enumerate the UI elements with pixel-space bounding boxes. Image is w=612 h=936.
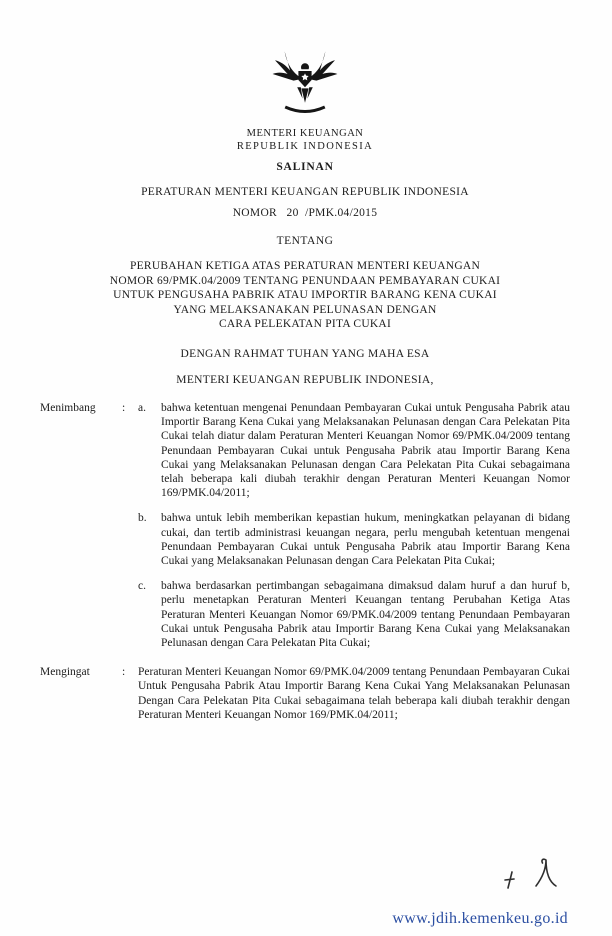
subject-line: CARA PELEKATAN PITA CUKAI: [218, 318, 392, 331]
menimbang-section: [40, 401, 570, 650]
menimbang-item-b: [138, 511, 570, 568]
garuda-pancasila-emblem: [269, 38, 341, 122]
item-letter: c.: [138, 580, 146, 593]
mengingat-section: [40, 665, 570, 722]
mengingat-label: Mengingat: [40, 666, 90, 679]
item-text: bahwa berdasarkan pertimbangan sebagaimana dimaksud dalam huruf a dan huruf b, perlu menetapkan Peraturan Menteri Keuangan tentang Perubahan Ketiga Atas Peraturan Menteri Keuangan Nomor 69/PMK.04/2009 tentang Penundaan Pembayaran Cukai untuk Pengusaha Pabrik atau Importir Barang Kena Cukai yang Melaksanakan Pelunasan dengan Cara Pelekatan Pita Cukai;: [161, 580, 570, 650]
item-text: bahwa ketentuan mengenai Penundaan Pembayaran Cukai untuk Pengusaha Pabrik atau Importir Barang Kena Cukai yang Melaksanakan Pelunasan dengan Cara Pelekatan Pita Cukai telah diatur dalam Peraturan Menteri Keuangan Nomor 69/PMK.04/2009 tentang Penundaan Pembayaran Cukai untuk Pengusaha Pabrik atau Importir Barang Kena Cukai yang Melaksanakan Pelunasan dengan Cara Pelekatan Pita Cukai sebagaimana telah beberapa kali diubah terakhir dengan Peraturan Menteri Keuangan Nomor 169/PMK.04/2011;: [161, 401, 570, 500]
tentang-label: TENTANG: [276, 235, 334, 247]
invocation-line: DENGAN RAHMAT TUHAN YANG MAHA ESA: [180, 347, 430, 360]
regulation-number: NOMOR 20 /PMK.04/2015: [232, 207, 378, 219]
item-letter: b.: [138, 512, 147, 525]
mengingat-text: Peraturan Menteri Keuangan Nomor 69/PMK.04/2009 tentang Penundaan Pembayaran Cukai Untuk Pengusaha Pabrik Atau Importir Barang Kena Cukai Yang Melaksanakan Pelunasan Dengan Cara Pelekatan Pita Cukai sebagaimana telah beberapa kali diubah terakhir dengan Peraturan Menteri Keuangan Nomor 169/PMK.04/2011;: [138, 666, 570, 721]
ministry-name: MENTERI KEUANGAN: [246, 128, 364, 139]
menimbang-item-c: [138, 579, 570, 650]
item-text: bahwa untuk lebih memberikan kepastian hukum, meningkatkan pelayanan di bidang cukai, dan tertib administrasi keuangan negara, perlu mengubah ketentuan mengenai Penundaan Pembayaran Cukai untuk Pengusaha Pabrik atau Importir Barang Kena Cukai yang Melaksanakan Pelunasan dengan Cara Pelekatan Pita Cukai;: [161, 512, 570, 567]
mengingat-colon: :: [122, 666, 126, 679]
regulation-title: PERATURAN MENTERI KEUANGAN REPUBLIK INDONESIA: [141, 186, 469, 198]
republic-name: REPUBLIK INDONESIA: [236, 141, 374, 152]
paraf-mark: [498, 856, 562, 898]
subject-line: YANG MELAKSANAKAN PELUNASAN DENGAN: [173, 303, 437, 316]
jdih-link[interactable]: www.jdih.kemenkeu.go.id: [392, 910, 568, 927]
menimbang-label: Menimbang: [40, 401, 96, 414]
salinan-label: SALINAN: [276, 161, 334, 173]
title-block: [40, 186, 570, 386]
subject-line: PERUBAHAN KETIGA ATAS PERATURAN MENTERI KEUANGAN: [129, 260, 480, 272]
menimbang-colon: :: [122, 401, 126, 414]
letterhead: [40, 38, 570, 173]
subject-line: NOMOR 69/PMK.04/2009 TENTANG PENUNDAAN PEMBAYARAN CUKAI: [109, 274, 501, 287]
authority-line: MENTERI KEUANGAN REPUBLIK INDONESIA,: [176, 373, 434, 386]
menimbang-item-a: [138, 401, 570, 500]
item-letter: a.: [138, 401, 146, 414]
regulation-subject: [40, 259, 570, 332]
menimbang-items: [138, 401, 570, 650]
subject-line: UNTUK PENGUSAHA PABRIK ATAU IMPORTIR BARANG KENA CUKAI: [113, 289, 497, 302]
